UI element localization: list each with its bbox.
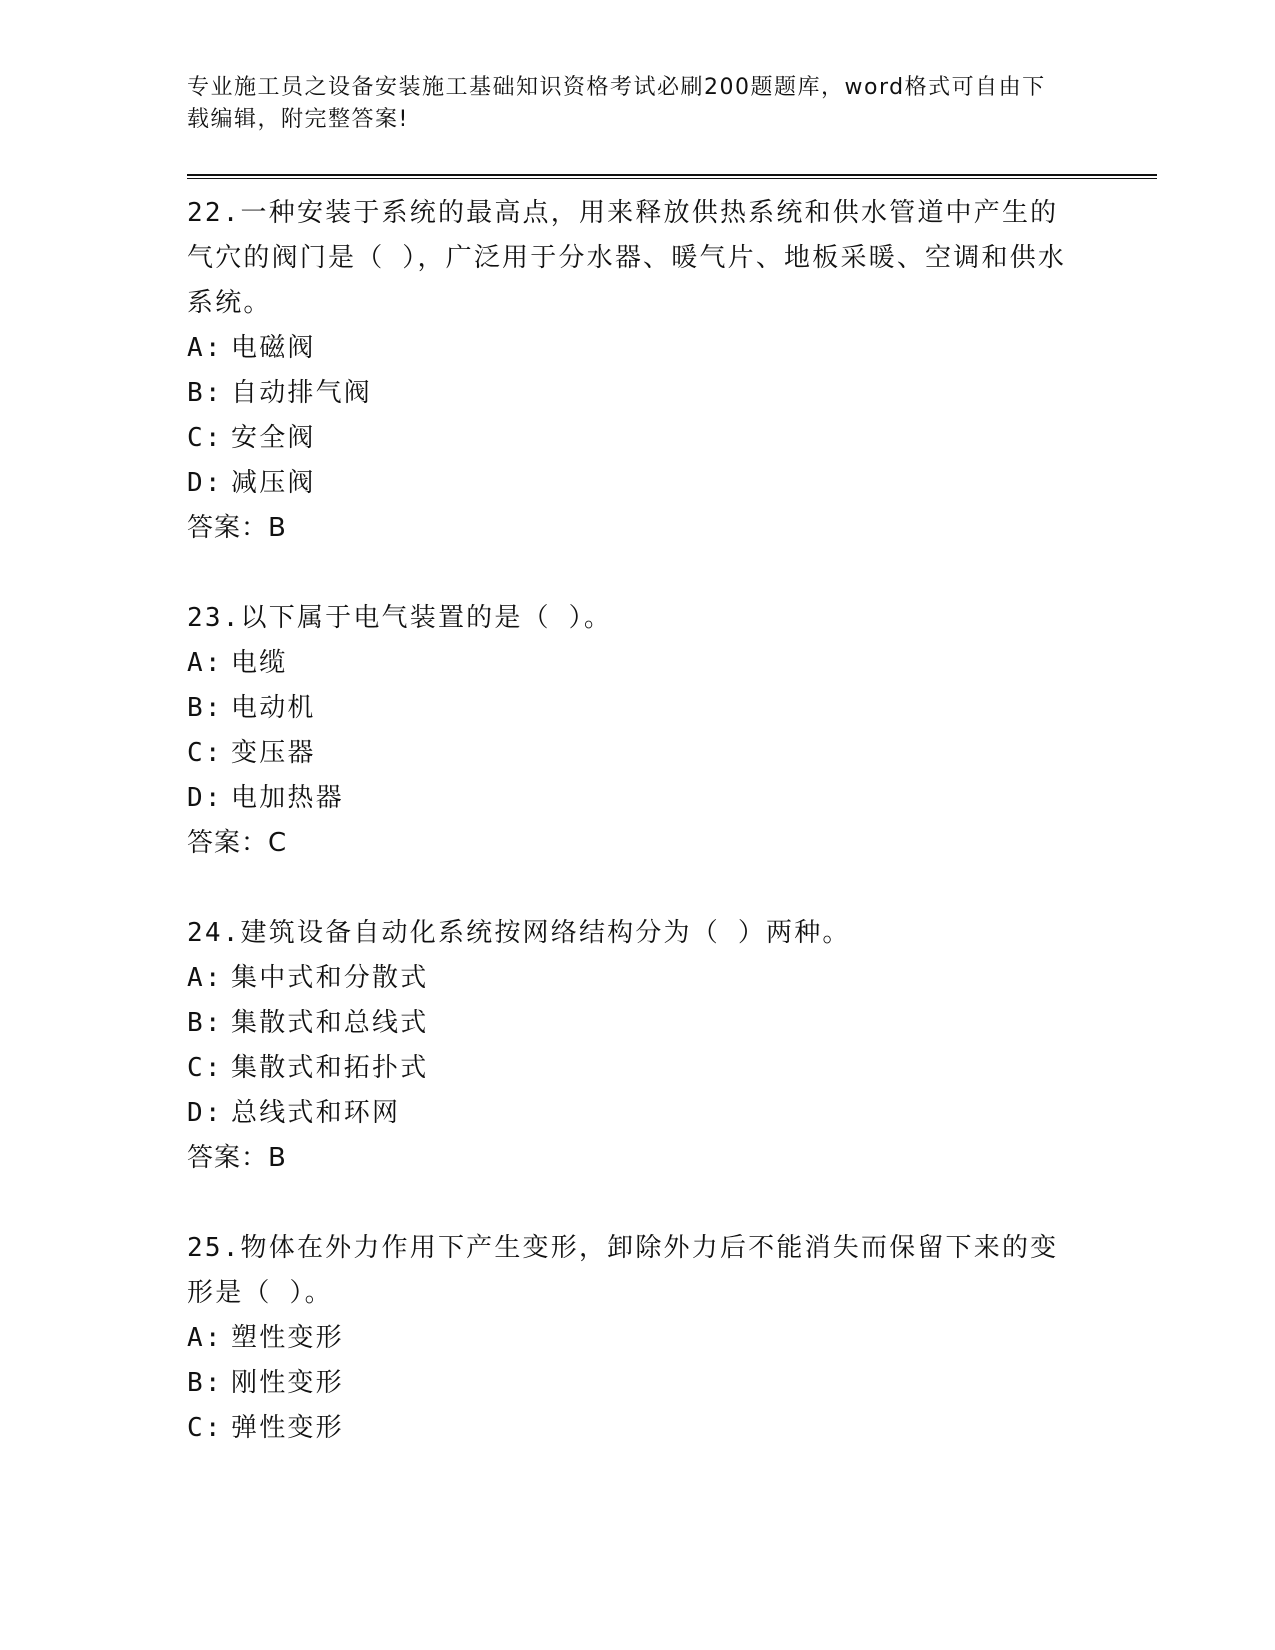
option-letter: B: [187,1368,223,1398]
option-text: 弹性变形 [231,1413,344,1443]
option-text: 电动机 [231,693,316,723]
option-a [187,641,1157,686]
option-text: 集散式和拓扑式 [231,1053,429,1083]
option-text: 集散式和总线式 [231,1008,429,1038]
question-stem: 24.建筑设备自动化系统按网络结构分为（ ）两种。 [187,918,851,948]
option-letter: A: [187,333,223,363]
question-22 [187,191,1157,551]
option-c [187,1406,1157,1451]
option-letter: A: [187,963,223,993]
option-a [187,326,1157,371]
option-text: 电加热器 [231,783,344,813]
option-letter: D: [187,468,223,498]
option-letter: D: [187,783,223,813]
option-b [187,1361,1157,1406]
option-letter: B: [187,693,223,723]
option-d [187,461,1157,506]
option-text: 电缆 [231,648,288,678]
question-23 [187,596,1157,866]
header-divider [187,174,1157,179]
option-a [187,956,1157,1001]
question-stem: 25.物体在外力作用下产生变形，卸除外力后不能消失而保留下来的变形是（ ）。 [187,1233,1059,1308]
option-c [187,1046,1157,1091]
option-text: 集中式和分散式 [231,963,429,993]
question-stem: 22.一种安装于系统的最高点，用来释放供热系统和供水管道中产生的气穴的阀门是（ ），广泛用于分水器、暖气片、地板采暖、空调和供水系统。 [187,198,1067,318]
question-25 [187,1226,1157,1451]
option-text: 自动排气阀 [231,378,373,408]
option-letter: B: [187,1008,223,1038]
option-letter: C: [187,1053,223,1083]
option-c [187,731,1157,776]
document-header: 专业施工员之设备安装施工基础知识资格考试必刷200题题库，word格式可自由下载编辑，附完整答案! [187,75,1046,132]
answer-line: 答案：B [187,1143,287,1173]
option-letter: B: [187,378,223,408]
option-letter: A: [187,648,223,678]
option-letter: D: [187,1098,223,1128]
option-text: 减压阀 [231,468,316,498]
option-text: 电磁阀 [231,333,316,363]
option-b [187,1001,1157,1046]
option-text: 总线式和环网 [231,1098,401,1128]
option-text: 塑性变形 [231,1323,344,1353]
answer-line: 答案：B [187,513,287,543]
option-d [187,776,1157,821]
option-letter: A: [187,1323,223,1353]
option-d [187,1091,1157,1136]
option-b [187,686,1157,731]
document-page [187,72,1157,1451]
question-stem: 23.以下属于电气装置的是（ ）。 [187,603,613,633]
option-letter: C: [187,738,223,768]
option-b [187,371,1157,416]
option-text: 安全阀 [231,423,316,453]
option-letter: C: [187,423,223,453]
question-24 [187,911,1157,1181]
option-a [187,1316,1157,1361]
option-text: 刚性变形 [231,1368,344,1398]
option-letter: C: [187,1413,223,1443]
answer-line: 答案：C [187,828,288,858]
option-text: 变压器 [231,738,316,768]
option-c [187,416,1157,461]
